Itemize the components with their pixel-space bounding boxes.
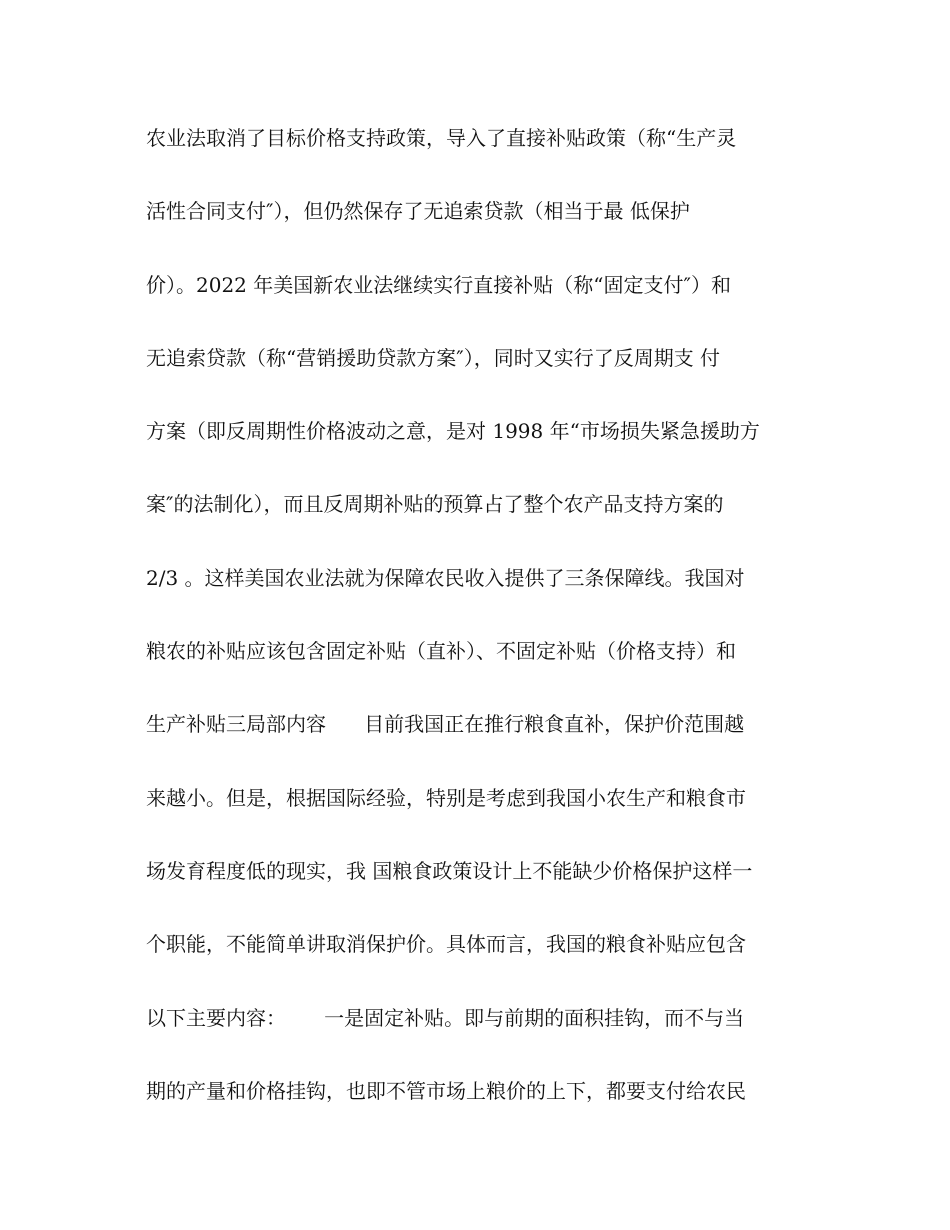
text-line: 生产补贴三局部内容 目前我国正在推行粮食直补，保护价范围越 [146,712,745,737]
text-line: 个职能，不能简单讲取消保护价。具体而言，我国的粮食补贴应包含 [146,932,746,957]
text-line: 案″的法制化），而且反周期补贴的预算占了整个农产品支持方案的 [146,492,724,517]
text-line: 价）。2022 年美国新农业法继续实行直接补贴（称“固定支付″）和 [146,272,731,297]
text-line: 以下主要内容： 一是固定补贴。即与前期的面积挂钩，而不与当 [146,1005,745,1030]
text-line: 方案（即反周期性价格波动之意，是对 1998 年“市场损失紧急援助方 [146,419,760,444]
text-line: 粮农的补贴应该包含固定补贴（直补）、不固定补贴（价格支持）和 [146,639,736,664]
document-body [146,118,826,1144]
text-line: 农业法取消了目标价格支持政策，导入了直接补贴政策（称“生产灵 [146,126,737,150]
text-line: 场发育程度低的现实，我 国粮食政策设计上不能缺少价格保护这样一 [146,858,753,883]
text-line: 2/3 。这样美国农业法就为保障农民收入提供了三条保障线。我国对 [146,565,745,590]
text-line: 来越小。但是，根据国际经验，特别是考虑到我国小农生产和粮食市 [146,785,746,810]
text-line: 无追索贷款（称“营销援助贷款方案″），同时又实行了反周期支 付 [146,345,721,370]
text-line: 活性合同支付″），但仍然保存了无追索贷款（相当于最 低保护 [146,199,690,224]
text-line: 期的产量和价格挂钩，也即不管市场上粮价的上下，都要支付给农民 [146,1078,746,1103]
